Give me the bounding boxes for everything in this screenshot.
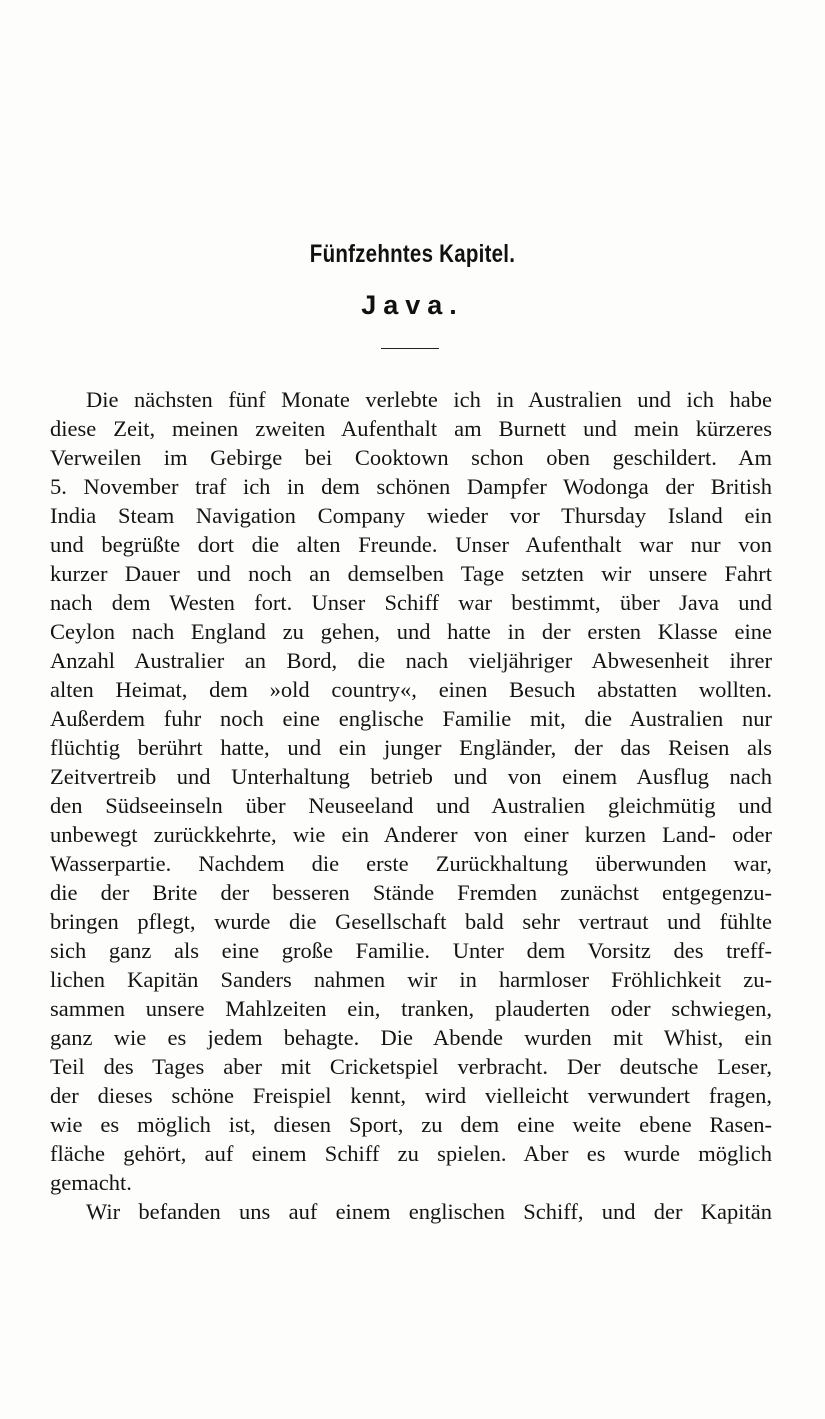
text-line: Teil des Tages aber mit Cricketspiel verbracht. Der deutsche Leser, [50,1054,772,1079]
text-line: diese Zeit, meinen zweiten Aufenthalt am Burnett und mein kürzeres [50,416,772,441]
text-line: Die nächsten fünf Monate verlebte ich in Australien und ich habe [86,387,772,412]
paragraph [50,1197,772,1226]
text-line: alten Heimat, dem »old country«, einen Besuch abstatten wollten. [50,677,772,702]
text-line: den Südseeinseln über Neuseeland und Australien gleichmütig und [50,793,772,818]
text-line: Anzahl Australier an Bord, die nach vieljähriger Abwesenheit ihrer [50,648,772,673]
text-line: India Steam Navigation Company wieder vor Thursday Island ein [50,503,772,528]
text-line: sich ganz als eine große Familie. Unter dem Vorsitz des treff- [50,938,772,963]
text-line: der dieses schöne Freispiel kennt, wird vielleicht verwundert fragen, [50,1083,772,1108]
text-line: sammen unsere Mahlzeiten ein, tranken, plauderten oder schwiegen, [50,996,772,1021]
divider-rule [381,348,439,349]
text-line: Ceylon nach England zu gehen, und hatte in der ersten Klasse eine [50,619,772,644]
text-line: Außerdem fuhr noch eine englische Familie mit, die Australien nur [50,706,772,731]
text-line: gemacht. [50,1170,132,1195]
text-line: Wasserpartie. Nachdem die erste Zurückhaltung überwunden war, [50,851,772,876]
paragraph [50,385,772,1197]
text-line: unbewegt zurückkehrte, wie ein Anderer von einer kurzen Land- oder [50,822,772,847]
text-line: wie es möglich ist, diesen Sport, zu dem eine weite ebene Rasen- [50,1112,772,1137]
text-line: und begrüßte dort die alten Freunde. Unser Aufenthalt war nur von [50,532,772,557]
text-line: 5. November traf ich in dem schönen Dampfer Wodonga der British [50,474,772,499]
text-line: Wir befanden uns auf einem englischen Schiff, und der Kapitän [86,1199,772,1224]
chapter-heading: Fünfzehntes Kapitel. [309,240,516,268]
text-line: bringen pflegt, wurde die Gesellschaft bald sehr vertraut und fühlte [50,909,772,934]
text-line: Verweilen im Gebirge bei Cooktown schon oben geschildert. Am [50,445,772,470]
text-line: flüchtig berührt hatte, und ein junger Engländer, der das Reisen als [50,735,772,760]
chapter-title: Java. [361,290,464,320]
text-line: Zeitvertreib und Unterhaltung betrieb und von einem Ausflug nach [50,764,772,789]
text-line: kurzer Dauer und noch an demselben Tage setzten wir unsere Fahrt [50,561,772,586]
text-line: fläche gehört, auf einem Schiff zu spielen. Aber es wurde möglich [50,1141,772,1166]
body-text [50,385,772,1226]
text-line: lichen Kapitän Sanders nahmen wir in harmloser Fröhlichkeit zu- [50,967,772,992]
text-line: ganz wie es jedem behagte. Die Abende wurden mit Whist, ein [50,1025,772,1050]
text-line: die der Brite der besseren Stände Fremden zunächst entgegenzu- [50,880,772,905]
text-line: nach dem Westen fort. Unser Schiff war bestimmt, über Java und [50,590,772,615]
